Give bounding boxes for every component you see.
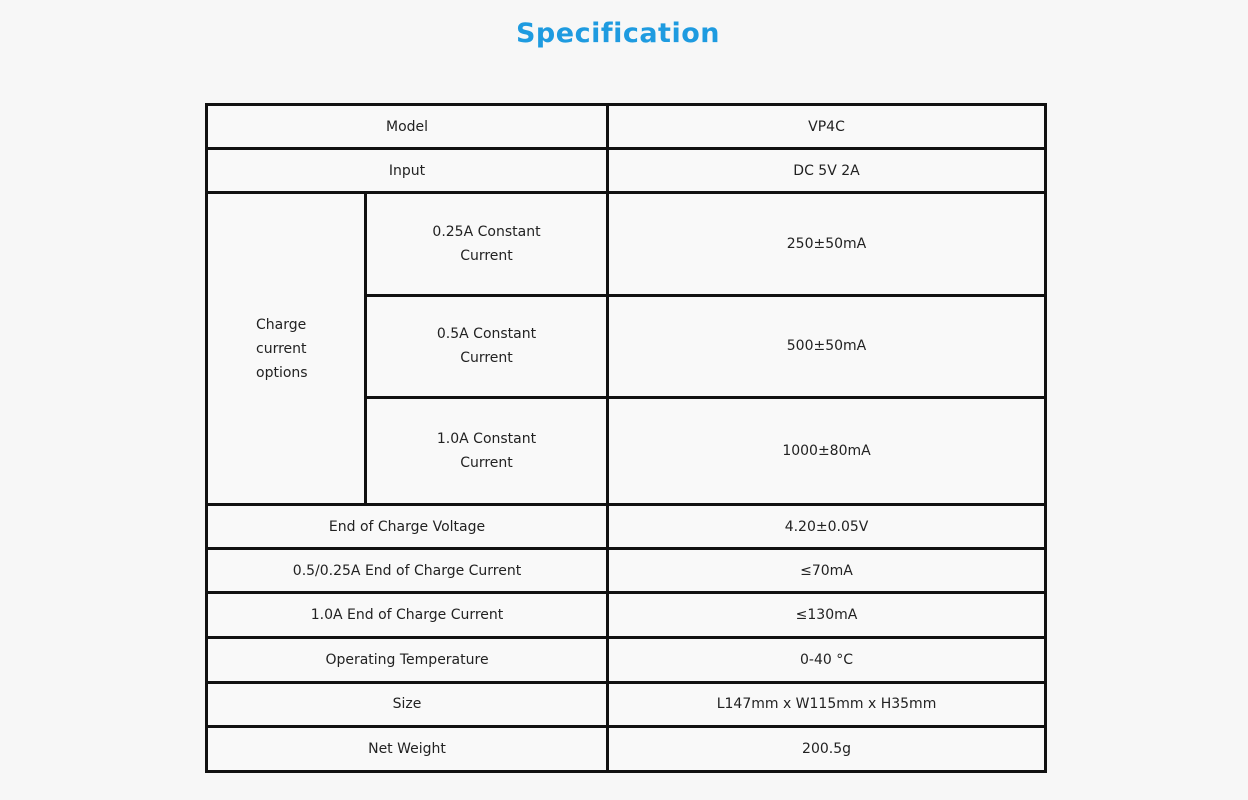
charge-group-cell [207,193,366,505]
end-current-low-label: 0.5/0.25A End of Charge Current [207,549,608,593]
end-current-high-label: 1.0A End of Charge Current [207,593,608,637]
charge-option-label: 0.5A Constant Current [436,326,537,367]
table-row-end-current-high [207,593,1046,637]
net-weight-label: Net Weight [207,726,608,771]
table-row-model [207,105,1046,149]
specification-table [205,103,1047,773]
size-value: L147mm x W115mm x H35mm [608,682,1046,726]
charge-option-label-cell [366,397,608,504]
table-row-charge-025 [207,193,1046,295]
input-value: DC 5V 2A [608,149,1046,193]
net-weight-value: 200.5g [608,726,1046,771]
model-label: Model [207,105,608,149]
operating-temp-value: 0-40 °C [608,637,1046,682]
charge-option-value: 250±50mA [608,193,1046,295]
end-current-low-value: ≤70mA [608,549,1046,593]
end-voltage-label: End of Charge Voltage [207,505,608,549]
charge-group-label: Charge current options [256,316,308,381]
end-current-high-value: ≤130mA [608,593,1046,637]
charge-option-label-cell [366,193,608,295]
model-value: VP4C [608,105,1046,149]
table-row-end-voltage [207,505,1046,549]
charge-option-label-cell [366,295,608,397]
end-voltage-value: 4.20±0.05V [608,505,1046,549]
input-label: Input [207,149,608,193]
charge-option-label: 0.25A Constant Current [432,223,541,264]
table-row-net-weight [207,726,1046,771]
table-row-size [207,682,1046,726]
page-title: Specification [515,18,720,49]
table-row-operating-temp [207,637,1046,682]
table-row-input [207,149,1046,193]
charge-option-label: 1.0A Constant Current [436,431,537,471]
size-label: Size [207,682,608,726]
operating-temp-label: Operating Temperature [207,637,608,682]
table-row-end-current-low [207,549,1046,593]
charge-option-value: 500±50mA [608,295,1046,397]
charge-option-value: 1000±80mA [608,397,1046,504]
